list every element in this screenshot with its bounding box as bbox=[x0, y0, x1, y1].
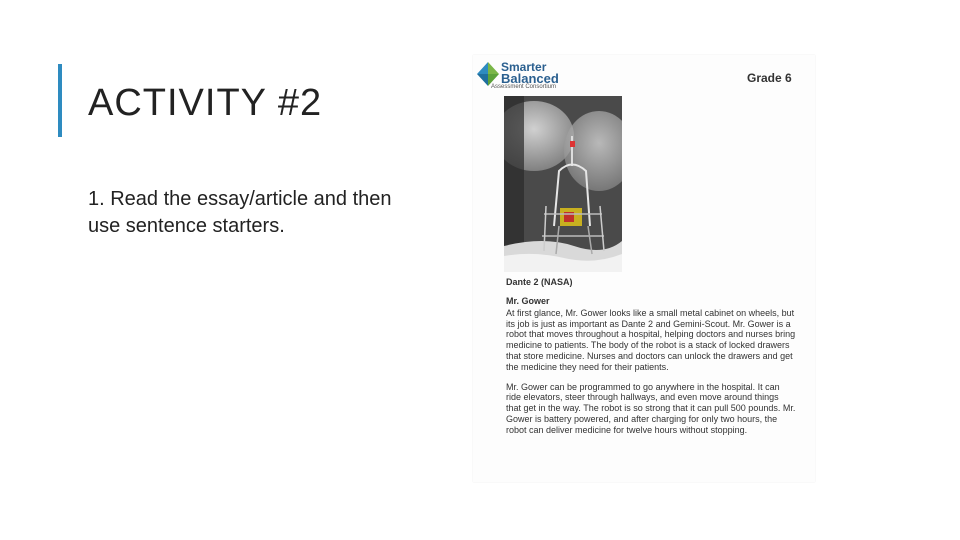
logo-text-balanced: Balanced bbox=[501, 71, 559, 86]
slide-title: ACTIVITY #2 bbox=[88, 82, 323, 124]
robot-photo-illustration bbox=[504, 96, 622, 272]
article-document-image bbox=[473, 55, 815, 482]
robot-photo bbox=[504, 96, 622, 272]
smarter-balanced-logo bbox=[477, 60, 567, 90]
article-heading: Mr. Gower bbox=[506, 296, 550, 306]
title-accent-bar bbox=[58, 64, 62, 137]
slide-instruction: 1. Read the essay/article and then use sentence starters. bbox=[88, 188, 392, 237]
grade-label: Grade 6 bbox=[747, 71, 792, 85]
photo-caption: Dante 2 (NASA) bbox=[506, 277, 573, 287]
article-text bbox=[506, 296, 796, 445]
article-paragraph: Mr. Gower can be programmed to go anywhere in the hospital. It can ride elevators, steer through hallways, and even move around things that get in the way. The robot is so strong that it can pull 500 pounds. Mr. Gower is battery powered, and after charging for only two hours, the robot can deliver medicine for twelve hours without stopping. bbox=[506, 381, 796, 435]
smarter-balanced-logo-mark-icon bbox=[477, 62, 499, 86]
logo-text-consortium: Assessment Consortium bbox=[491, 84, 557, 90]
article-paragraph: At first glance, Mr. Gower looks like a small metal cabinet on wheels, but its job is just as important as Dante 2 and Gemini-Scout. Mr. Gower is a robot that moves throughout a hospital, helping doctors and nurses bring medicine to patients. The body of the robot is a stack of locked drawers that store medicine. Nurses and doctors can unlock the drawers and get the medicine they need for their patients. bbox=[506, 307, 796, 372]
logo-text-smarter: Smarter bbox=[501, 60, 547, 74]
